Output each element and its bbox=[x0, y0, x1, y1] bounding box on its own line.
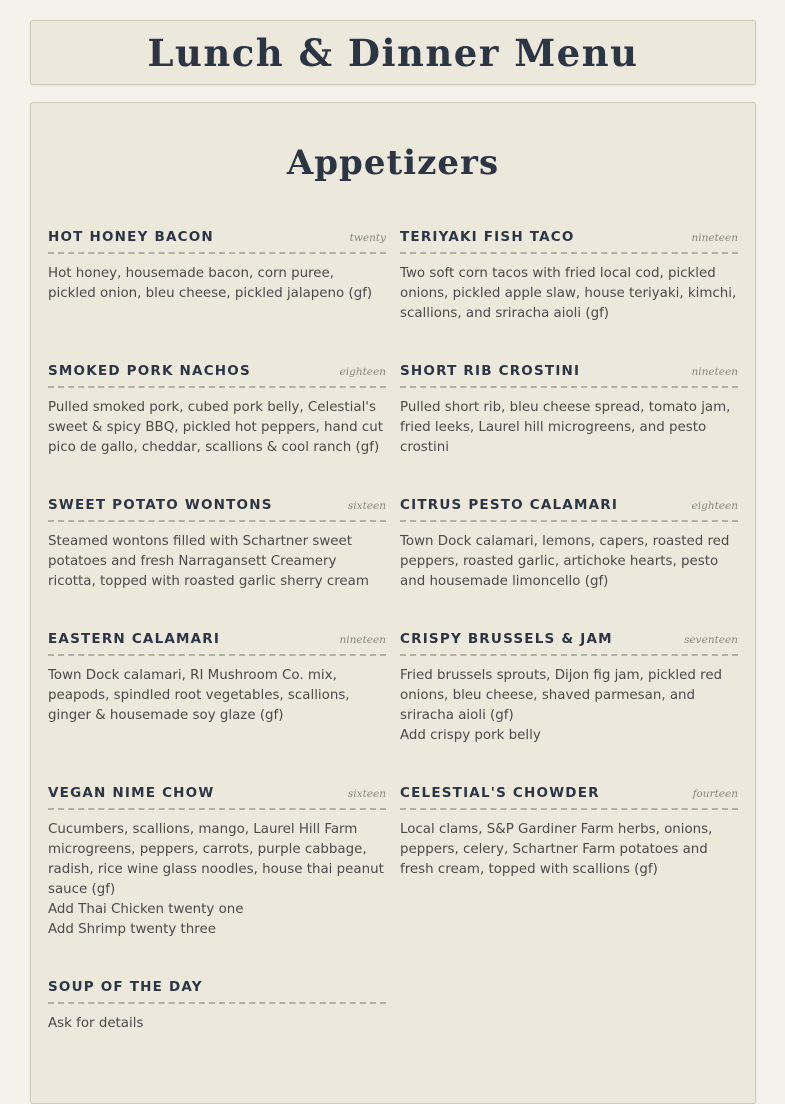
menu-item-header bbox=[48, 785, 386, 810]
menu-header bbox=[30, 20, 756, 85]
menu-item-price: seventeen bbox=[684, 634, 738, 646]
menu-item-name: HOT HONEY BACON bbox=[48, 229, 214, 245]
menu-item-header bbox=[48, 497, 386, 522]
page-title: Lunch & Dinner Menu bbox=[147, 30, 639, 75]
description-line: Pulled smoked pork, cubed pork belly, Celestial's sweet & spicy BBQ, pickled hot peppers, hand cut pico de gallo, cheddar, scallions & cool ranch (gf) bbox=[48, 400, 384, 455]
menu-item bbox=[400, 497, 738, 592]
menu-item-name: SHORT RIB CROSTINI bbox=[400, 363, 581, 379]
menu-item-price: nineteen bbox=[691, 366, 738, 378]
menu-item-header bbox=[400, 497, 738, 522]
menu-item-header bbox=[48, 631, 386, 656]
menu-item bbox=[48, 229, 386, 304]
menu-item-name: SOUP OF THE DAY bbox=[48, 979, 203, 995]
description-line: Ask for details bbox=[48, 1016, 144, 1031]
menu-item bbox=[48, 979, 386, 1034]
description-line: Pulled short rib, bleu cheese spread, tomato jam, fried leeks, Laurel hill microgreens, and pesto crostini bbox=[400, 400, 731, 455]
menu-item-description bbox=[48, 398, 386, 458]
menu-item-header bbox=[400, 229, 738, 254]
description-line: Town Dock calamari, RI Mushroom Co. mix, peapods, spindled root vegetables, scallions, ginger & housemade soy glaze (gf) bbox=[48, 668, 350, 723]
menu-item-description bbox=[400, 398, 738, 458]
description-line: Fried brussels sprouts, Dijon fig jam, pickled red onions, bleu cheese, shaved parmesan, and sriracha aioli (gf) bbox=[400, 668, 723, 723]
menu-item-price: fourteen bbox=[692, 788, 738, 800]
menu-item-price: eighteen bbox=[339, 366, 386, 378]
menu-item-description bbox=[400, 532, 738, 592]
menu-item-header bbox=[48, 363, 386, 388]
menu-item bbox=[400, 229, 738, 324]
description-line: Steamed wontons filled with Schartner sweet potatoes and fresh Narragansett Creamery ricotta, topped with roasted garlic sherry cream bbox=[48, 534, 369, 589]
description-line: Local clams, S&P Gardiner Farm herbs, onions, peppers, celery, Schartner Farm potatoes and fresh cream, topped with scallions (gf) bbox=[400, 822, 713, 877]
section-title: Appetizers bbox=[286, 143, 500, 183]
appetizers-panel bbox=[30, 102, 756, 1104]
menu-item-header bbox=[400, 631, 738, 656]
menu-item-description bbox=[400, 820, 738, 880]
menu-item-name: VEGAN NIME CHOW bbox=[48, 785, 215, 801]
menu-item bbox=[400, 363, 738, 458]
menu-item-name: SMOKED PORK NACHOS bbox=[48, 363, 251, 379]
add-on-line: Add Shrimp twenty three bbox=[48, 922, 216, 937]
menu-item-header bbox=[48, 229, 386, 254]
add-on-line: Add crispy pork belly bbox=[400, 728, 541, 743]
menu-item-price: eighteen bbox=[691, 500, 738, 512]
add-on-line: Add Thai Chicken twenty one bbox=[48, 902, 244, 917]
menu-item-description bbox=[400, 264, 738, 324]
menu-item-header bbox=[400, 785, 738, 810]
menu-item-description bbox=[48, 1014, 386, 1034]
menu-item-name: EASTERN CALAMARI bbox=[48, 631, 221, 647]
menu-item bbox=[48, 497, 386, 592]
description-line: Cucumbers, scallions, mango, Laurel Hill Farm microgreens, peppers, carrots, purple cabbage, radish, rice wine glass noodles, house thai peanut sauce (gf) bbox=[48, 822, 384, 897]
menu-item-price: sixteen bbox=[347, 788, 386, 800]
description-line: Hot honey, housemade bacon, corn puree, pickled onion, bleu cheese, pickled jalapeno (gf) bbox=[48, 266, 373, 301]
menu-item bbox=[400, 785, 738, 880]
menu-item bbox=[48, 631, 386, 726]
menu-item-description bbox=[48, 264, 386, 304]
menu-item-description bbox=[48, 666, 386, 726]
menu-item-price: nineteen bbox=[691, 232, 738, 244]
menu-item-description bbox=[48, 532, 386, 592]
menu-item-description bbox=[48, 820, 386, 940]
menu-item bbox=[48, 363, 386, 458]
menu-item-name: TERIYAKI FISH TACO bbox=[400, 229, 575, 245]
description-line: Town Dock calamari, lemons, capers, roasted red peppers, roasted garlic, artichoke hearts, pesto and housemade limoncello (gf) bbox=[400, 534, 730, 589]
menu-item-name: CELESTIAL'S CHOWDER bbox=[400, 785, 600, 801]
menu-item-name: CITRUS PESTO CALAMARI bbox=[400, 497, 619, 513]
menu-item-header bbox=[48, 979, 386, 1004]
menu-item-price: nineteen bbox=[339, 634, 386, 646]
menu-item bbox=[48, 785, 386, 940]
description-line: Two soft corn tacos with fried local cod, pickled onions, pickled apple slaw, house teriyaki, kimchi, scallions, and sriracha aioli (gf) bbox=[400, 266, 737, 321]
menu-item-name: CRISPY BRUSSELS & JAM bbox=[400, 631, 613, 647]
menu-item-name: SWEET POTATO WONTONS bbox=[48, 497, 273, 513]
menu-item-description bbox=[400, 666, 738, 746]
menu-item-price: sixteen bbox=[347, 500, 386, 512]
menu-item bbox=[400, 631, 738, 746]
menu-item-price: twenty bbox=[349, 232, 386, 244]
menu-item-header bbox=[400, 363, 738, 388]
